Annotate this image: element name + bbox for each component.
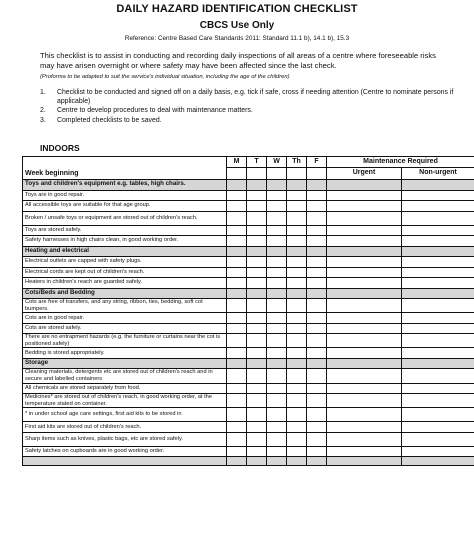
- table-row: [23, 348, 474, 359]
- step-item: [40, 88, 460, 106]
- urgent-cell[interactable]: [327, 267, 402, 278]
- day-check-cell[interactable]: [307, 323, 327, 334]
- day-check-cell[interactable]: [307, 408, 327, 422]
- day-check-cell: [267, 358, 287, 369]
- day-check-cell[interactable]: [267, 334, 287, 348]
- day-check-cell[interactable]: [267, 446, 287, 457]
- day-check-cell[interactable]: [287, 278, 307, 289]
- category-row: [23, 180, 474, 191]
- day-check-cell[interactable]: [247, 422, 267, 433]
- non-urgent-cell[interactable]: [402, 278, 474, 289]
- day-check-cell[interactable]: [227, 348, 247, 359]
- day-check-cell[interactable]: [247, 348, 267, 359]
- category-label: Storage: [23, 358, 227, 369]
- day-check-cell: [307, 288, 327, 299]
- day-check-cell[interactable]: [287, 408, 307, 422]
- day-check-cell[interactable]: [227, 408, 247, 422]
- day-check-cell[interactable]: [267, 257, 287, 268]
- day-check-cell: [247, 288, 267, 299]
- non-urgent-cell: [402, 457, 474, 466]
- steps-list: [40, 88, 460, 125]
- non-urgent-cell[interactable]: [402, 323, 474, 334]
- table-row: [23, 299, 474, 313]
- day-check-cell: [227, 457, 247, 466]
- checklist-item-label: There are no entrapment hazards (e.g. the furniture or curtains near the cot is positioned safely): [23, 334, 227, 348]
- day-check-cell[interactable]: [287, 383, 307, 394]
- day-check-cell[interactable]: [307, 394, 327, 408]
- non-urgent-cell[interactable]: [402, 348, 474, 359]
- category-label: Toys and children's equipment e.g. tables, high chairs.: [23, 180, 227, 191]
- day-header-fri: F: [307, 157, 327, 168]
- table-row: [23, 267, 474, 278]
- day-check-cell[interactable]: [287, 236, 307, 247]
- day-check-cell[interactable]: [307, 236, 327, 247]
- checklist-item-label: All chemicals are stored separately from food.: [23, 383, 227, 394]
- day-check-cell[interactable]: [247, 394, 267, 408]
- day-check-cell: [307, 358, 327, 369]
- urgent-cell[interactable]: [327, 369, 402, 383]
- day-check-cell[interactable]: [287, 422, 307, 433]
- day-check-cell[interactable]: [247, 236, 267, 247]
- urgent-cell[interactable]: [327, 190, 402, 201]
- urgent-cell[interactable]: [327, 394, 402, 408]
- day-check-cell[interactable]: [247, 369, 267, 383]
- day-check-cell[interactable]: [247, 225, 267, 236]
- day-check-cell: [307, 246, 327, 257]
- non-urgent-cell[interactable]: [402, 432, 474, 446]
- day-check-cell[interactable]: [247, 323, 267, 334]
- day-check-cell[interactable]: [227, 422, 247, 433]
- non-urgent-cell[interactable]: [402, 446, 474, 457]
- day-header-tue: T: [247, 157, 267, 168]
- urgent-cell[interactable]: [327, 225, 402, 236]
- urgent-cell[interactable]: [327, 446, 402, 457]
- day-check-cell: [307, 180, 327, 191]
- non-urgent-cell[interactable]: [402, 225, 474, 236]
- day-check-cell[interactable]: [227, 334, 247, 348]
- step-number: 2.: [40, 107, 46, 115]
- non-urgent-cell[interactable]: [402, 422, 474, 433]
- day-check-cell[interactable]: [247, 211, 267, 225]
- day-check-cell[interactable]: [287, 348, 307, 359]
- day-check-cell[interactable]: [267, 201, 287, 212]
- day-check-cell[interactable]: [287, 446, 307, 457]
- step-item: [40, 106, 460, 115]
- day-check-cell[interactable]: [307, 211, 327, 225]
- urgent-cell: [327, 288, 402, 299]
- category-row: [23, 288, 474, 299]
- day-check-cell[interactable]: [307, 334, 327, 348]
- day-check-cell[interactable]: [247, 201, 267, 212]
- day-check-cell: [247, 180, 267, 191]
- category-row: [23, 358, 474, 369]
- non-urgent-cell[interactable]: [402, 201, 474, 212]
- day-check-cell[interactable]: [267, 190, 287, 201]
- urgent-cell[interactable]: [327, 408, 402, 422]
- day-check-cell[interactable]: [307, 432, 327, 446]
- non-urgent-cell[interactable]: [402, 190, 474, 201]
- day-check-cell[interactable]: [227, 267, 247, 278]
- day-check-cell[interactable]: [227, 225, 247, 236]
- day-check-cell: [287, 180, 307, 191]
- table-row: [23, 323, 474, 334]
- day-check-cell[interactable]: [267, 313, 287, 324]
- table-row: [23, 225, 474, 236]
- non-urgent-cell[interactable]: [402, 299, 474, 313]
- checklist-item-label: All accessible toys are suitable for that age group.: [23, 201, 227, 212]
- non-urgent-cell[interactable]: [402, 257, 474, 268]
- urgent-cell[interactable]: [327, 313, 402, 324]
- checklist-item-label: Cots are free of transfers, and any string, ribbon, ties, bedding, soft cot bumpers.: [23, 299, 227, 313]
- non-urgent-cell: [402, 358, 474, 369]
- day-check-cell[interactable]: [287, 267, 307, 278]
- day-check-cell[interactable]: [227, 394, 247, 408]
- category-label: Heating and electrical: [23, 246, 227, 257]
- checklist-body: [23, 180, 474, 466]
- maintenance-required-header: Maintenance Required: [327, 157, 474, 168]
- table-row: [23, 457, 474, 466]
- day-check-cell: [247, 246, 267, 257]
- day-check-cell[interactable]: [227, 432, 247, 446]
- category-label: Cots/Beds and Bedding: [23, 288, 227, 299]
- urgent-cell[interactable]: [327, 236, 402, 247]
- day-check-cell[interactable]: [227, 369, 247, 383]
- day-check-cell[interactable]: [307, 348, 327, 359]
- checklist-item-label: Heaters in children's reach are guarded safely.: [23, 278, 227, 289]
- day-check-cell[interactable]: [247, 446, 267, 457]
- non-urgent-cell[interactable]: [402, 313, 474, 324]
- day-check-cell[interactable]: [287, 299, 307, 313]
- checklist-item-label: * in under school age care settings, first aid kits to be stored in: [23, 408, 227, 422]
- urgent-header: Urgent: [327, 168, 402, 180]
- day-cell[interactable]: [227, 168, 247, 180]
- non-urgent-cell: [402, 180, 474, 191]
- day-check-cell[interactable]: [307, 257, 327, 268]
- day-check-cell[interactable]: [227, 278, 247, 289]
- checklist-item-label: Cleaning materials, detergents etc are stored out of children's reach and in secure and labelled containers: [23, 369, 227, 383]
- day-check-cell[interactable]: [287, 313, 307, 324]
- day-check-cell[interactable]: [267, 225, 287, 236]
- checklist-item-label: Toys are in good repair.: [23, 190, 227, 201]
- day-check-cell[interactable]: [247, 313, 267, 324]
- checklist-item-label: Sharp items such as knives, plastic bags, etc are stored safely.: [23, 432, 227, 446]
- day-check-cell[interactable]: [267, 267, 287, 278]
- day-check-cell: [267, 288, 287, 299]
- non-urgent-cell[interactable]: [402, 408, 474, 422]
- checklist-item-label: Cots are in good repair.: [23, 313, 227, 324]
- urgent-cell: [327, 457, 402, 466]
- step-text: Completed checklists to be saved.: [57, 116, 162, 124]
- day-check-cell[interactable]: [247, 267, 267, 278]
- day-check-cell[interactable]: [267, 432, 287, 446]
- day-check-cell: [307, 457, 327, 466]
- day-check-cell[interactable]: [227, 299, 247, 313]
- non-urgent-cell[interactable]: [402, 394, 474, 408]
- hazard-checklist-table: [22, 156, 474, 466]
- step-text: Checklist to be conducted and signed off on a daily basis, e.g. tick if safe, cross if needing attention (Centre to nominate persons if applicable): [57, 89, 454, 106]
- day-check-cell[interactable]: [287, 257, 307, 268]
- table-row: [23, 211, 474, 225]
- day-header-wed: W: [267, 157, 287, 168]
- urgent-cell: [327, 358, 402, 369]
- urgent-cell[interactable]: [327, 323, 402, 334]
- day-check-cell[interactable]: [267, 299, 287, 313]
- urgent-cell[interactable]: [327, 299, 402, 313]
- urgent-cell[interactable]: [327, 422, 402, 433]
- day-check-cell[interactable]: [227, 190, 247, 201]
- non-urgent-cell[interactable]: [402, 236, 474, 247]
- day-check-cell[interactable]: [247, 190, 267, 201]
- step-text: Centre to develop procedures to deal with maintenance matters.: [57, 107, 253, 115]
- step-item: [40, 116, 460, 125]
- day-check-cell: [287, 358, 307, 369]
- day-check-cell[interactable]: [227, 383, 247, 394]
- week-beginning-header: Week beginning: [23, 157, 227, 180]
- day-check-cell: [287, 457, 307, 466]
- day-check-cell[interactable]: [307, 267, 327, 278]
- table-row: [23, 201, 474, 212]
- urgent-cell[interactable]: [327, 201, 402, 212]
- non-urgent-cell[interactable]: [402, 369, 474, 383]
- day-check-cell[interactable]: [307, 299, 327, 313]
- intro-paragraph: This checklist is to assist in conducting and recording daily inspections of all areas of a centre where foreseeable risks may have arisen overnight or where safety may have been affected since the last check.: [40, 51, 436, 70]
- day-header-mon: M: [227, 157, 247, 168]
- non-urgent-cell: [402, 246, 474, 257]
- non-urgent-header: Non-urgent: [402, 168, 474, 180]
- day-check-cell[interactable]: [287, 190, 307, 201]
- day-check-cell[interactable]: [227, 201, 247, 212]
- day-check-cell: [227, 358, 247, 369]
- day-check-cell[interactable]: [267, 236, 287, 247]
- non-urgent-cell[interactable]: [402, 211, 474, 225]
- day-check-cell[interactable]: [287, 432, 307, 446]
- table-row: [23, 190, 474, 201]
- checklist-item-label: [23, 457, 227, 466]
- day-check-cell[interactable]: [227, 211, 247, 225]
- checklist-item-label: Safety harnesses in high chairs clean, in good working order.: [23, 236, 227, 247]
- day-check-cell[interactable]: [247, 257, 267, 268]
- day-check-cell[interactable]: [247, 383, 267, 394]
- urgent-cell: [327, 180, 402, 191]
- day-check-cell: [287, 288, 307, 299]
- table-row: [23, 432, 474, 446]
- day-check-cell: [227, 246, 247, 257]
- day-check-cell[interactable]: [307, 422, 327, 433]
- day-check-cell[interactable]: [307, 446, 327, 457]
- day-check-cell: [267, 246, 287, 257]
- checklist-item-label: Safety latches on cupboards are in good working order.: [23, 446, 227, 457]
- category-row: [23, 246, 474, 257]
- day-check-cell[interactable]: [287, 225, 307, 236]
- day-check-cell: [247, 358, 267, 369]
- day-check-cell[interactable]: [307, 190, 327, 201]
- table-row: [23, 369, 474, 383]
- day-check-cell[interactable]: [247, 408, 267, 422]
- day-cell[interactable]: [287, 168, 307, 180]
- non-urgent-cell: [402, 288, 474, 299]
- non-urgent-cell[interactable]: [402, 267, 474, 278]
- day-check-cell[interactable]: [247, 432, 267, 446]
- table-row: [23, 236, 474, 247]
- table-row: [23, 422, 474, 433]
- day-check-cell[interactable]: [227, 313, 247, 324]
- day-cell[interactable]: [307, 168, 327, 180]
- day-check-cell[interactable]: [307, 313, 327, 324]
- day-check-cell[interactable]: [307, 383, 327, 394]
- day-check-cell[interactable]: [227, 236, 247, 247]
- day-cell[interactable]: [267, 168, 287, 180]
- day-check-cell[interactable]: [307, 225, 327, 236]
- day-check-cell[interactable]: [307, 278, 327, 289]
- urgent-cell[interactable]: [327, 257, 402, 268]
- urgent-cell: [327, 246, 402, 257]
- day-check-cell[interactable]: [287, 394, 307, 408]
- table-row: [23, 313, 474, 324]
- table-row: [23, 278, 474, 289]
- day-check-cell[interactable]: [267, 383, 287, 394]
- day-check-cell[interactable]: [227, 446, 247, 457]
- table-row: [23, 408, 474, 422]
- document-title: DAILY HAZARD IDENTIFICATION CHECKLIST: [116, 3, 358, 15]
- day-check-cell[interactable]: [287, 334, 307, 348]
- urgent-cell[interactable]: [327, 211, 402, 225]
- table-row: [23, 257, 474, 268]
- day-check-cell[interactable]: [287, 211, 307, 225]
- day-check-cell[interactable]: [307, 369, 327, 383]
- step-number: 3.: [40, 116, 46, 124]
- day-check-cell[interactable]: [247, 299, 267, 313]
- checklist-item-label: Electrical outlets are capped with safety plugs.: [23, 257, 227, 268]
- day-check-cell[interactable]: [247, 278, 267, 289]
- checklist-item-label: Bedding is stored appropriately.: [23, 348, 227, 359]
- day-check-cell[interactable]: [227, 323, 247, 334]
- document-subtitle: CBCS Use Only: [199, 20, 275, 31]
- checklist-item-label: Medicines* are stored out of children's reach, in good working order, at the temperature stated on container.: [23, 394, 227, 408]
- non-urgent-cell[interactable]: [402, 383, 474, 394]
- urgent-cell[interactable]: [327, 278, 402, 289]
- checklist-item-label: Toys are stored safely.: [23, 225, 227, 236]
- section-title-indoors: INDOORS: [40, 143, 80, 153]
- urgent-cell[interactable]: [327, 348, 402, 359]
- table-row: [23, 394, 474, 408]
- checklist-item-label: Broken / unsafe toys or equipment are stored out of children's reach.: [23, 211, 227, 225]
- table-row: [23, 334, 474, 348]
- reference-line: Reference: Centre Based Care Standards 2011: Standard 11.1 b), 14.1 b), 15.3: [124, 35, 350, 42]
- proforma-note: (Proforma to be adapted to suit the service's individual situation, including the age of the children): [40, 74, 290, 80]
- urgent-cell[interactable]: [327, 383, 402, 394]
- day-check-cell[interactable]: [267, 408, 287, 422]
- day-check-cell[interactable]: [227, 257, 247, 268]
- day-check-cell: [267, 180, 287, 191]
- day-check-cell[interactable]: [267, 348, 287, 359]
- step-number: 1.: [40, 89, 46, 96]
- day-check-cell[interactable]: [247, 334, 267, 348]
- day-header-thu: Th: [287, 157, 307, 168]
- day-check-cell[interactable]: [267, 211, 287, 225]
- day-check-cell[interactable]: [267, 369, 287, 383]
- day-check-cell: [267, 457, 287, 466]
- urgent-cell[interactable]: [327, 432, 402, 446]
- day-check-cell[interactable]: [267, 323, 287, 334]
- day-check-cell[interactable]: [267, 278, 287, 289]
- checklist-item-label: Cots are stored safely.: [23, 323, 227, 334]
- day-check-cell[interactable]: [307, 201, 327, 212]
- urgent-cell[interactable]: [327, 334, 402, 348]
- non-urgent-cell[interactable]: [402, 334, 474, 348]
- day-check-cell[interactable]: [267, 394, 287, 408]
- day-check-cell: [287, 246, 307, 257]
- table-row: [23, 383, 474, 394]
- table-row: [23, 446, 474, 457]
- day-check-cell[interactable]: [287, 201, 307, 212]
- day-cell[interactable]: [247, 168, 267, 180]
- day-check-cell: [247, 457, 267, 466]
- checklist-item-label: Electrical cords are kept out of children's reach.: [23, 267, 227, 278]
- day-check-cell: [227, 288, 247, 299]
- day-check-cell[interactable]: [287, 369, 307, 383]
- day-check-cell[interactable]: [287, 323, 307, 334]
- checklist-item-label: First aid kits are stored out of children's reach.: [23, 422, 227, 433]
- day-check-cell[interactable]: [267, 422, 287, 433]
- day-check-cell: [227, 180, 247, 191]
